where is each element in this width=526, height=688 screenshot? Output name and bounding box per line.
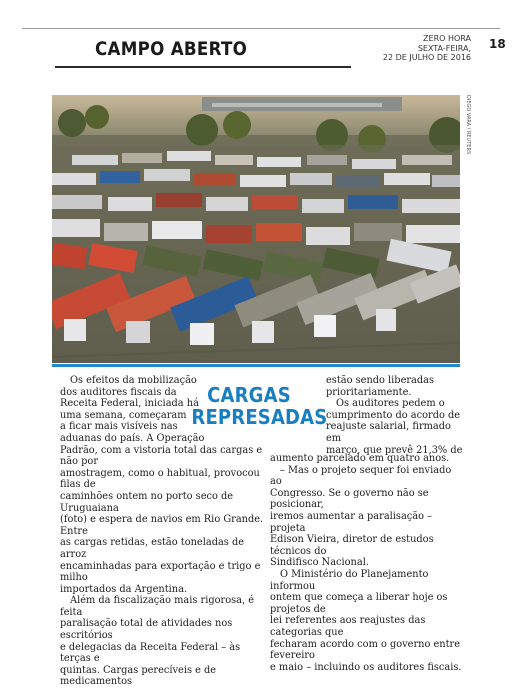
text-line: uma semana, começaram	[60, 409, 187, 421]
section-title: CAMPO ABERTO	[95, 38, 248, 60]
text-line: encaminhadas para exportação e trigo e milho	[60, 560, 261, 584]
text-line: prioritariamente.	[326, 386, 412, 398]
text-line: fecharam acordo com o governo entre fevereiro	[270, 638, 461, 662]
article-column-2	[326, 375, 466, 456]
headline-line-2: REPRESADAS	[191, 405, 328, 429]
text-line: iremos aumentar a paralisação – projeta	[270, 510, 433, 534]
section-underline	[55, 66, 351, 68]
publication-meta	[383, 34, 471, 63]
headline-line-1: CARGAS	[207, 383, 291, 407]
text-line: Além da fiscalização mais rigorosa, é feita	[60, 595, 255, 618]
text-line: paralisação total de atividades nos escritórios	[60, 618, 233, 642]
text-line: as cargas retidas, estão toneladas de arroz	[60, 537, 245, 560]
text-line: Congresso. Se o governo não se posicionar,	[270, 487, 429, 511]
truck-yard-photo	[52, 95, 460, 363]
weekday: SEXTA-FEIRA,	[417, 43, 471, 53]
text-line: Sindifisco Nacional.	[270, 557, 369, 569]
newspaper-name: ZERO HORA	[423, 34, 471, 43]
text-line: a ficar mais visíveis nas	[60, 421, 178, 433]
top-rule	[22, 28, 500, 29]
text-line: reajuste salarial, firmado em	[326, 421, 451, 444]
text-line: Os auditores pedem o	[336, 398, 445, 410]
text-line: (foto) e espera de navios em Rio Grande. Entre	[60, 514, 264, 537]
article-column-3	[270, 453, 466, 673]
text-line: aumento parcelado em quatro anos.	[270, 453, 450, 464]
text-line: importados da Argentina.	[60, 583, 188, 595]
text-line: – Mas o projeto sequer foi enviado ao	[270, 464, 452, 488]
text-line: ontem que começa a liberar hoje os projetos de	[270, 592, 448, 615]
text-line: cumprimento do acordo de	[326, 409, 461, 421]
text-line: Receita Federal, iniciada há	[60, 398, 199, 410]
text-line: caminhões ontem no porto seco de Uruguaiana	[60, 490, 234, 514]
text-line: aduanas do país. A Operação	[60, 432, 205, 444]
text-line: lei referentes aos reajustes das categorias que	[270, 615, 426, 638]
date: 22 DE JULHO DE 2016	[382, 53, 471, 62]
photo-divider	[52, 364, 460, 367]
text-line: e maio – incluindo os auditores fiscais.	[270, 661, 462, 673]
text-line: e delegacias da Receita Federal – às terças e	[60, 641, 241, 665]
text-line: março, que prevê 21,3% de	[326, 444, 463, 456]
text-line: Edison Vieira, diretor de estudos técnicos do	[270, 534, 434, 557]
text-line: O Ministério do Planejamento informou	[270, 568, 429, 592]
text-line: amostragem, como o habitual, provocou filas de	[60, 467, 260, 491]
text-line: Os efeitos da mobilização	[70, 375, 197, 386]
truck-yard-illustration	[52, 95, 460, 363]
text-line: estão sendo liberadas	[326, 375, 435, 386]
article-column-1	[60, 375, 268, 688]
photo-credit: DIEGO VARA / REUTERS	[465, 95, 471, 155]
text-line: dos auditores fiscais da	[60, 386, 177, 398]
page-number: 18	[489, 37, 506, 51]
text-line: Padrão, com a vistoria total das cargas e não por	[60, 444, 263, 468]
text-line: quintas. Cargas perecíveis e de medicamentos	[60, 664, 217, 688]
